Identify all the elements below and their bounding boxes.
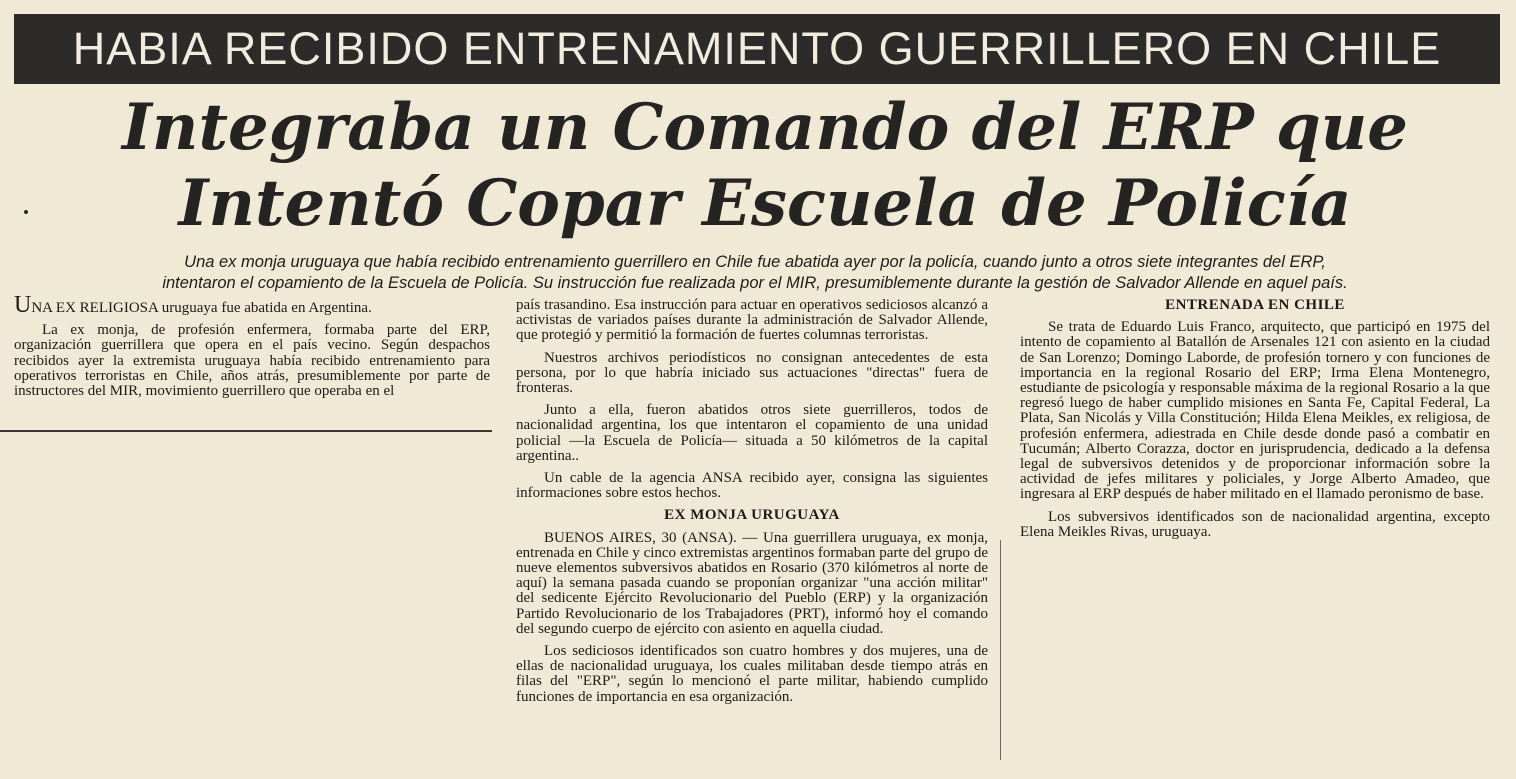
paragraph: Nuestros archivos periodísticos no consignan antecedentes de esta persona, por lo que habría iniciado sus actuaciones "directas" fuera de fronteras. [516, 349, 988, 397]
deck-line-2: intentaron el copamiento de la Escuela de Policía. Su instrucción fue realizada por el MIR, presumiblemente durante la gestión de Salvador Allende en aquel país. [162, 274, 1348, 292]
subheading-ex-monja: EX MONJA URUGUAYA [664, 507, 840, 524]
headline-line-1: Integraba un Comando del ERP que [121, 90, 1409, 165]
paragraph: BUENOS AIRES, 30 (ANSA). — Una guerrillera uruguaya, ex monja, entrenada en Chile y cinco extremistas argentinos formaban parte del grupo de nueve elementos subversivos abatidos en Rosario (370 kilómetros al norte de aquí) la semana pasada cuando se proponían organizar "una acción militar" del sedicente Ejército Revolucionario del Pueblo (ERP) y la organización Partido Revolucionario de los Trabajadores (PRT), informó hoy el comando del segundo cuerpo de ejército con asiento en aquella ciudad. [516, 529, 988, 637]
paragraph: país trasandino. Esa instrucción para actuar en operativos sediciosos alcanzó a activistas de variados países durante la administración de Salvador Allende, que protegió y permitió la formación de fuertes columnas terroristas. [516, 297, 988, 344]
article-column-1 [14, 292, 490, 406]
column-divider [1000, 540, 1001, 760]
lead-text: NA EX RELIGIOSA uruguaya fue abatida en Argentina. [31, 300, 372, 316]
paragraph: Los sediciosos identificados son cuatro hombres y dos mujeres, una de ellas de nacionalidad uruguaya, los cuales militaban desde tiempo atrás en filas del "ERP", según lo mencionó el parte militar, habiendo cumplido funciones de importancia en esa organización. [516, 643, 988, 705]
subheading-entrenada: ENTRENADA EN CHILE [1165, 297, 1345, 313]
paragraph: Los subversivos identificados son de nacionalidad argentina, excepto Elena Meikles Rivas, uruguaya. [1020, 508, 1490, 540]
paragraph: La ex monja, de profesión enfermera, formaba parte del ERP, organización guerrillera que opera en el país vecino. Según despachos recibidos ayer la extremista uruguaya había recibido entrenamiento para operativos terroristas en Chile, años atrás, presumiblemente por parte de instructores del MIR, movimiento guerrillero que operaba en el [14, 322, 490, 400]
deck-line-1: Una ex monja uruguaya que había recibido entrenamiento guerrillero en Chile fue abatida ayer por la policía, cuando junto a otros siete integrantes del ERP, [184, 253, 1326, 271]
drop-cap: U [14, 292, 32, 318]
paragraph: Se trata de Eduardo Luis Franco, arquitecto, que participó en 1975 del intento de copamiento al Batallón de Arsenales 121 con asiento en la ciudad de San Lorenzo; Domingo Laborde, de profesión tornero y con funciones de importancia en la regional Rosario del ERP; Irma Elena Montenegro, estudiante de psicología y responsable máxima de la regional Rosario a la que regresó luego de haber cumplido misiones en Santa Fe, Capital Federal, La Plata, San Nicolás y Villa Constitución; Hilda Elena Meikles, ex religiosa, de profesión enfermera, adiestrada en Chile desde donde pasó a combatir en Tucumán; Alberto Corazza, doctor en jurisprudencia, dedicado a la defensa legal de subversivos detenidos y de proporcionar información sobre la actividad de jefes militares y policiales, y Jorge Alberto Amadeo, que ingresara al ERP después de haber militado en el llamado peronismo de base. [1020, 319, 1490, 503]
headline-line-2: Intentó Copar Escuela de Policía [178, 166, 1352, 241]
article-column-2 [516, 298, 988, 712]
paragraph: Un cable de la agencia ANSA recibido ayer, consigna las siguientes informaciones sobre estos hechos. [516, 470, 988, 502]
paragraph: Junto a ella, fueron abatidos otros siete guerrilleros, todos de nacionalidad argentina, los que intentaron el copamiento de una unidad policial —la Escuela de Policía— situada a 50 kilómetros de la capital argentina.. [516, 402, 988, 464]
bullet-dot [24, 210, 28, 214]
kicker-banner [14, 14, 1500, 84]
article-column-3 [1020, 298, 1490, 547]
deck-summary [30, 252, 1480, 294]
lead-paragraph [14, 292, 490, 318]
kicker-text: HABIA RECIBIDO ENTRENAMIENTO GUERRILLERO EN CHILE [72, 23, 1442, 74]
column-1-bottom-rule [0, 430, 492, 432]
headline [30, 90, 1500, 242]
